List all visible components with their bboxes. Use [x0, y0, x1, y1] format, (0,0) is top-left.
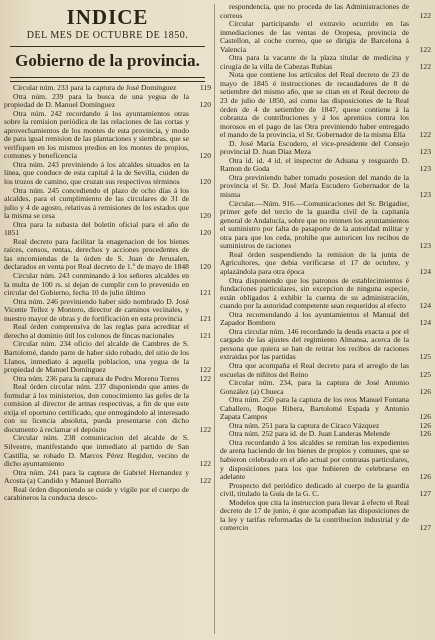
entry-text: Real órden disponiendo se cuide y vigile por el cuerpo de carabineros la conducta desco-: [4, 484, 189, 503]
entry-page-number: 126: [419, 412, 431, 422]
entry-page-number: 120: [199, 177, 211, 187]
entry-text: Circular participando el extravío ocurrido en las inmediaciones de las ventas de Oropesa, provincia de Castellon, al coche correo, que se dirigia de Barcelona á Valencia: [220, 19, 409, 54]
entry-text: Otra núm. 239 para la busca de una yegua de la propiedad de D. Manuel Domínguez: [4, 91, 189, 110]
entry-page-number: 122: [419, 44, 431, 54]
entry-text: Circular núm. 234 oficio del alcalde de Cambres de S. Bartolomé, dando parte de haber sido robado, del sitio de los Llanos, inmediato á aquella poblacion, una yegua de la propiedad de Manuel Domínguez: [4, 339, 189, 375]
entry-page-number: 120: [199, 151, 211, 161]
entry-page-number: 119: [199, 83, 211, 92]
index-entry: [4, 93, 211, 110]
entry-page-number: 120: [199, 262, 211, 272]
entry-page-number: 123: [419, 164, 431, 174]
entry-page-number: 125: [419, 352, 431, 362]
index-entry: [220, 54, 431, 71]
entry-page-number: 120: [199, 100, 211, 110]
index-entry: [4, 323, 211, 340]
right-column: [220, 0, 431, 640]
entry-text: Modelos que cita la instruccion para llevar á efecto el Real decreto de 17 de junio, é que acompañan las disposiciones de la ley y tarifas reformadas de la contribucion industrial y de comercio: [220, 497, 409, 533]
index-entry: [220, 328, 431, 362]
entry-page-number: 120: [199, 228, 211, 238]
index-entry: [4, 272, 211, 298]
index-entry: [4, 238, 211, 272]
entry-page-number: 122: [199, 373, 211, 383]
entry-page-number: 126: [419, 429, 431, 439]
left-entries-list: [4, 84, 211, 503]
entry-page-number: 125: [419, 369, 431, 379]
index-entry: [220, 362, 431, 379]
entry-text: Otra núm. 252 para id. de D. Juan Landeras Melende: [229, 429, 391, 439]
entry-page-number: 124: [419, 318, 431, 328]
index-entry: [220, 3, 431, 20]
index-entry: [220, 439, 431, 482]
index-entry: [220, 140, 431, 157]
index-entry: [4, 161, 211, 187]
entry-text: Circular.—Núm. 916.—Comunicaciones del Sr. Brigadier, primer gefe del tercio de la guardia civil de la capitanía general de Andalucía, sobre que no reinnen los ayuntamientos el suministro por falta de pasaporte de la autoridad militar y otra para que los ceda, prohibe que autoricen los recibos de suministros de raciones: [220, 198, 409, 251]
entry-page-number: 122: [199, 459, 211, 469]
entry-text: respondencia, que no proceda de las Administraciones de correos: [220, 2, 409, 20]
entry-page-number: 122: [419, 130, 431, 140]
entry-text: Prospecto del periódico dedicado al cuerpo de la guardia civil, titulado la Guía de la G. C.: [220, 480, 409, 499]
header-rule: [10, 46, 205, 47]
entry-text: Otra circular núm. 146 recordando la deuda exacta a por el cargado de las ajustes del regimiento Almansa, acerca de la persona que quiera se han de retirar los recibos de raciones extraidas por las partidas: [220, 326, 409, 362]
entry-text: Otra núm. 251 para la captura de Ciraco Vázquez: [229, 420, 380, 430]
entry-page-number: 122: [419, 10, 431, 20]
entry-text: Nota que contiene los artículos del Real decreto de 23 de mayo de 1845 é instrucciones de recaudadores de 8 de setiembre del mismo año, que se citan en el Real decreto de 23 de julio de 1850, así como las disposiciones de la Real órden de 4 de setiembre de 1847, quese contiene á la cobranza de contribuciones y á los apremios contra los morosos en el pago de las Otra previniendo haber entregado el mando de la provincia, el Sr. Gobernador de la misma Ella: [220, 70, 409, 140]
index-entry: [220, 311, 431, 328]
index-title: INDICE: [66, 5, 149, 29]
entry-page-number: 122: [199, 424, 211, 434]
index-entry: [4, 383, 211, 434]
entry-page-number: 121: [199, 330, 211, 340]
entry-text: Circular núm. 234, para la captura de José Antonio González (a) Chueca: [220, 378, 409, 396]
entry-text: Otra núm. 243 previniendo á los alcaldes situados en la línea, que conduce de esta capital á la de Sevilla, cuiden de los trozos de camino, que cruzan sus respectivos términos: [4, 159, 189, 187]
entry-page-number: 123: [419, 147, 431, 157]
index-entry: [4, 187, 211, 221]
index-entry: [4, 221, 211, 238]
index-entry: [220, 71, 431, 139]
column-divider: [214, 4, 215, 634]
entry-text: Otra núm. 245 concediendo el plazo de ocho días á los alcaldes, para el cumplimiento de las circulares de 31 de julio y 4 de agosto, relativas á remisiones de los estados que la misma se cesa: [4, 185, 189, 221]
section-rule: [10, 77, 205, 82]
index-entry: [220, 499, 431, 533]
entry-text: Otra id. id. 4 id. el inspector de Aduana y resguardo D. Ramon de Goda: [220, 155, 409, 174]
index-entry: [220, 174, 431, 200]
entry-page-number: 126: [419, 472, 431, 482]
entry-text: Otra núm. 246 previniendo haber sido nombrado D. José Vicente Tellez y Montero, director de caminos vecinales, y nuestro mayor de obras y de fortificación en esta provincia: [4, 296, 189, 323]
index-subtitle: DEL MES DE OCTUBRE DE 1850.: [26, 30, 189, 41]
entry-text: Otra previniendo haber tomado posesion del mando de la provincia el Sr. D. José María Escudero Gobernador de la misma: [220, 172, 409, 200]
entry-text: Otra para la subasta del boletín oficial para el año de 1851: [4, 219, 189, 238]
entry-page-number: 123: [419, 190, 431, 200]
index-entry: [220, 482, 431, 499]
left-column: [4, 0, 211, 640]
entry-page-number: 121: [199, 288, 211, 298]
entry-text: Real órden circular núm. 237 disponiendo que antes de formular á los ministerios, don conocimiento las gefes de la comision al director de armas respectivas, a fin de que este exija el oportuno certificado, que entregándolo al interesado con su licencia absoluta, pueda presentarse con dicho documento á reclamar el depósito: [4, 382, 189, 434]
entry-text: Otra para la vacante de la plaza titular de medicina y cirugía de la villa de Cabezas Rubias: [220, 53, 409, 71]
index-entry: [4, 298, 211, 324]
index-entry: [220, 157, 431, 174]
entry-text: Otra núm. 236 para la captura de Pedro Moreno Torres: [13, 373, 180, 383]
entry-text: Otra recordando á los alcaldes se remitan los expedientes de arena haciendo de los bienes de propios y comunes, que se habieron celebrado en el año actual por contratas particulares, y disposiciones para los que hubieren de celebrarse en adelante: [220, 437, 409, 482]
section-title: Gobierno de la provincia.: [15, 51, 200, 70]
index-entry: [220, 396, 431, 422]
entry-page-number: 120: [199, 211, 211, 221]
entry-page-number: 127: [419, 523, 431, 533]
entry-page-number: 122: [199, 365, 211, 375]
right-entries-list: [220, 3, 431, 533]
index-entry: [4, 340, 211, 374]
entry-text: Circular núm. 243 conminando á los señores alcaldes en la multa de 100 rs. si dejan de cumplir con lo prevenido en circular del Gobierno, fecha 10 de julio último: [4, 271, 189, 298]
entry-text: D. José María Escudero, el vice-presidente del Consejo provincial D. Juan Díaz Meza: [220, 138, 409, 157]
index-entry: [220, 20, 431, 54]
index-entry: [4, 469, 211, 486]
entry-page-number: 127: [419, 489, 431, 499]
entry-text: Otra núm. 242 recordando á los ayuntamientos otras sobre la remision periódica de las relaciones de las cortas y aprovechamientos de los montes de esta provincia, y modo de para igual remision de las plantaciones y siembras, que se verifiquen en los mismos predios en los montes de propios, comunes y beneficencia: [4, 108, 189, 161]
entry-text: Otra que acompaña el Real decreto para el arreglo de las escuelas de niñitos del Reino: [220, 360, 409, 379]
entry-page-number: 124: [419, 266, 431, 276]
entry-page-number: 122: [419, 61, 431, 71]
entry-text: Otra núm. 241 para la captura de Gabriel Hernandez y Acosta (a) Candido y Manuel Borrallo: [4, 467, 189, 486]
entry-text: Circular núm. 233 para la captura de José Domínguez: [13, 83, 177, 92]
entry-text: Otra recomendando á los ayuntamientos el Manual del Zapador Bombero: [220, 309, 409, 328]
index-entry: [4, 110, 211, 161]
entry-text: Circular núm. 238 comunicacion del alcalde de S. Silvestre, manifestando que inmediato al partido de San Castilla, se robado D. Marcos Pérez Regidor, vecino de dicho ayuntamiento: [4, 433, 189, 469]
entry-text: Otra disponiendo que los patronos de establecimientos é fundaciones particulares, sin excepcion de ninguna especie, están obligados á exhibir la cuenta de su administración, cuando por la autoridad competente sean requeridos al efecto: [220, 275, 409, 311]
entry-page-number: 122: [199, 476, 211, 486]
entry-page-number: 126: [419, 420, 431, 430]
entry-page-number: 126: [419, 386, 431, 396]
entry-page-number: 123: [419, 241, 431, 251]
entry-text: Otra núm. 250 para la captura de los reos Manuel Fontana Caballero, Roque Ribera, Bartolomé Espada y Antonio Zapata Campos: [220, 395, 409, 422]
index-entry: [4, 486, 211, 503]
entry-text: Real órden suspendiendo la remision de la junta de Agricultores, que debia verificarse el 17 de octubre, y aplazándola para otra época: [220, 249, 409, 276]
entry-page-number: 124: [419, 301, 431, 311]
index-entry: [220, 277, 431, 311]
index-entry: [4, 434, 211, 468]
entry-text: Real órden comprensiva de las reglas para acreditar el derecho al dominio útil los colonos de fincas nacionales: [4, 322, 189, 340]
entry-text: Real decreto para facilitar la enagenacion de los bienes raíces, censos, rentas, derechos y acciones procedentes de las encomiendas de la órden de S. Juan de Jerusalen, declarados en venta por Real decreto de 1.º de mayo de 1848: [4, 236, 189, 272]
index-entry: [220, 251, 431, 277]
index-entry: [220, 200, 431, 251]
entry-page-number: 121: [199, 313, 211, 323]
index-entry: [220, 379, 431, 396]
